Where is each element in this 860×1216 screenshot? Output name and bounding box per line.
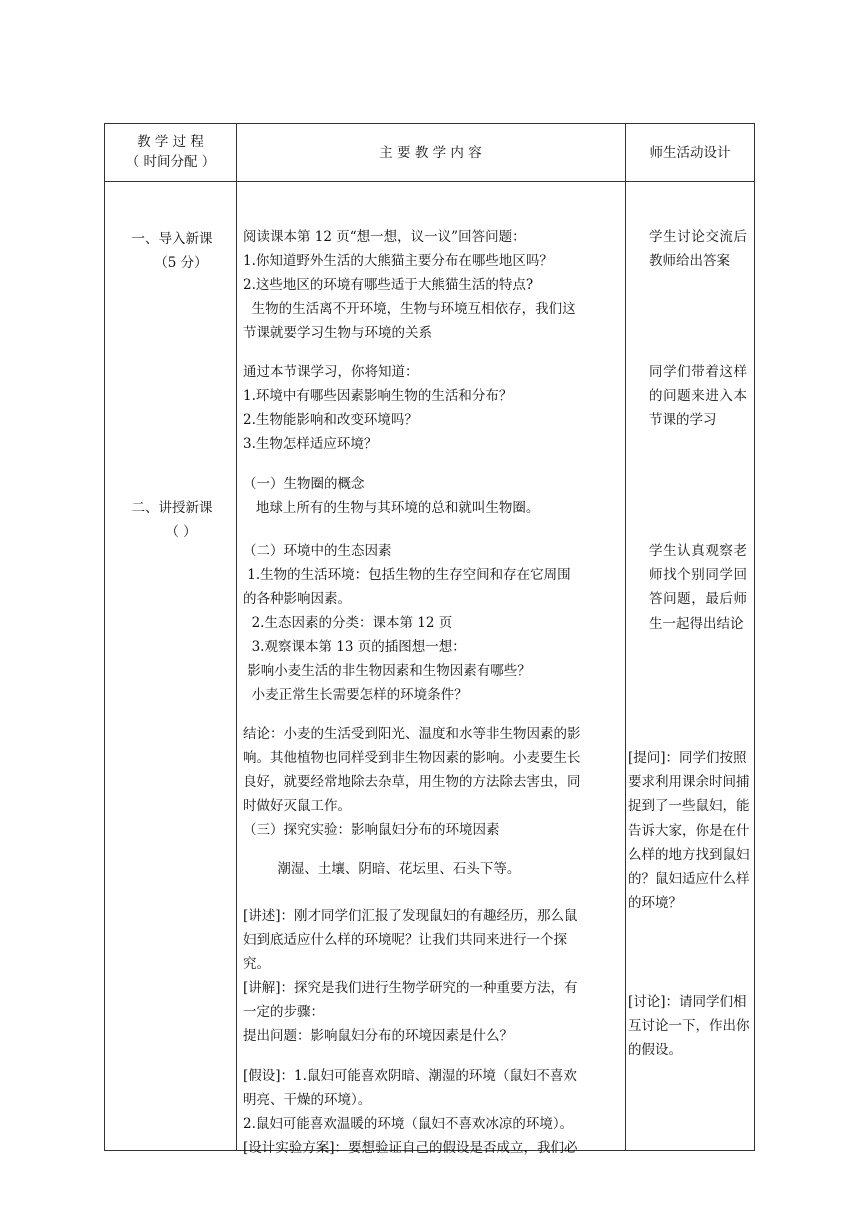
content-line: [讲述]：刚才同学们汇报了发现鼠妇的有趣经历，那么鼠 xyxy=(243,908,578,924)
content-line: [讲解]：探究是我们进行生物学研究的一种重要方法，有 xyxy=(243,980,578,996)
header-activity: 师生活动设计 xyxy=(649,145,731,161)
content-line: 3.观察课本第 13 页的插图想一想： xyxy=(243,639,466,655)
content-line: 影响小麦生活的非生物因素和生物因素有哪些？ xyxy=(243,663,531,679)
content-line: 良好，就要经常地除去杂草，用生物的方法除去害虫，同 xyxy=(243,774,581,790)
content-line: 明亮、干燥的环境）。 xyxy=(243,1092,372,1108)
content-line: 结论：小麦的生活受到阳光、温度和水等非生物因素的影 xyxy=(243,726,581,742)
content-line: [假设]：1.鼠妇可能喜欢阴暗、潮湿的环境（鼠妇不喜欢 xyxy=(243,1068,577,1084)
content-line: 提出问题：影响鼠妇分布的环境因素是什么？ xyxy=(243,1028,513,1044)
content-line: 2.这些地区的环境有哪些适于大熊猫生活的特点? xyxy=(243,277,534,293)
activity-note: 学生讨论交流后教师给出答案 xyxy=(649,229,747,270)
content-line: 的各种影响因素。 xyxy=(243,591,351,607)
section-intro xyxy=(117,227,227,275)
content-line: 1.生物的生活环境：包括生物的生存空间和存在它周围 xyxy=(243,567,571,583)
activity-note: [讨论]：请同学们相互讨论一下，作出你的假设。 xyxy=(628,994,750,1059)
content-line: 3.生物怎样适应环境？ xyxy=(243,436,378,452)
header-content: 主 要 教 学 内 容 xyxy=(379,145,482,161)
content-line: 节课就要学习生物与环境的关系 xyxy=(243,325,432,341)
content-line: 2.鼠妇可能喜欢温暖的环境（鼠妇不喜欢冰凉的环境）。 xyxy=(243,1116,574,1132)
content-line: 一定的步骤： xyxy=(243,1004,324,1020)
content-line: 究。 xyxy=(243,956,270,972)
header-process-title: 教 学 过 程 xyxy=(137,134,204,150)
lesson-table xyxy=(104,123,755,1156)
content-line: 阅读课本第 12 页“想一想，议一议”回答问题： xyxy=(243,229,526,245)
content-line: 1.环境中有哪些因素影响生物的生活和分布？ xyxy=(243,388,513,404)
header-process xyxy=(105,132,236,172)
content-line: 潮湿、土壤、阴暗、花坛里、石头下等。 xyxy=(243,861,521,877)
section-teaching xyxy=(117,496,227,544)
section-teaching-time: （ ） xyxy=(165,524,197,541)
activity-note: 同学们带着这样的问题来进入本节课的学习 xyxy=(649,364,747,429)
content-line: 小麦正常生长需要怎样的环境条件？ xyxy=(243,687,468,703)
content-line: （一）生物圈的概念 xyxy=(243,476,365,492)
section-intro-title: 一、导入新课 xyxy=(131,231,213,247)
content-line: （三）探究实验：影响鼠妇分布的环境因素 xyxy=(243,822,500,838)
content-line: 通过本节课学习，你将知道： xyxy=(243,364,419,380)
activity-note: [提问]：同学们按照要求利用课余时间捕捉到了一些鼠妇，能告诉大家，你是在什么样的地方找到鼠妇的？鼠妇适应什么样的环境？ xyxy=(628,750,750,912)
section-intro-time: （5 分） xyxy=(154,255,208,272)
column-divider xyxy=(236,124,237,1150)
content-line: （二）环境中的生态因素 xyxy=(243,543,392,559)
content-line: [设计实验方案]：要想验证自己的假设是否成立，我们必 xyxy=(243,1140,578,1156)
content-line: 响。其他植物也同样受到非生物因素的影响。小麦要生长 xyxy=(243,750,581,766)
content-line: 地球上所有的生物与其环境的总和就叫生物圈。 xyxy=(243,500,540,516)
column-divider xyxy=(625,124,626,1150)
section-teaching-title: 二、讲授新课 xyxy=(131,500,213,516)
content-line: 妇到底适应什么样的环境呢？让我们共同来进行一个探 xyxy=(243,932,567,948)
header-divider xyxy=(105,181,754,182)
content-line: 生物的生活离不开环境，生物与环境互相依存，我们这 xyxy=(243,301,576,317)
content-line: 2.生态因素的分类：课本第 12 页 xyxy=(243,615,453,631)
activity-note: 学生认真观察老师找个别同学回答问题，最后师生一起得出结论 xyxy=(649,543,747,632)
content-line: 时做好灭鼠工作。 xyxy=(243,798,351,814)
content-line: 1.你知道野外生活的大熊猫主要分布在哪些地区吗？ xyxy=(243,253,553,269)
header-process-time: （ 时间分配 ） xyxy=(125,154,216,170)
content-line: 2.生物能影响和改变环境吗？ xyxy=(243,412,418,428)
